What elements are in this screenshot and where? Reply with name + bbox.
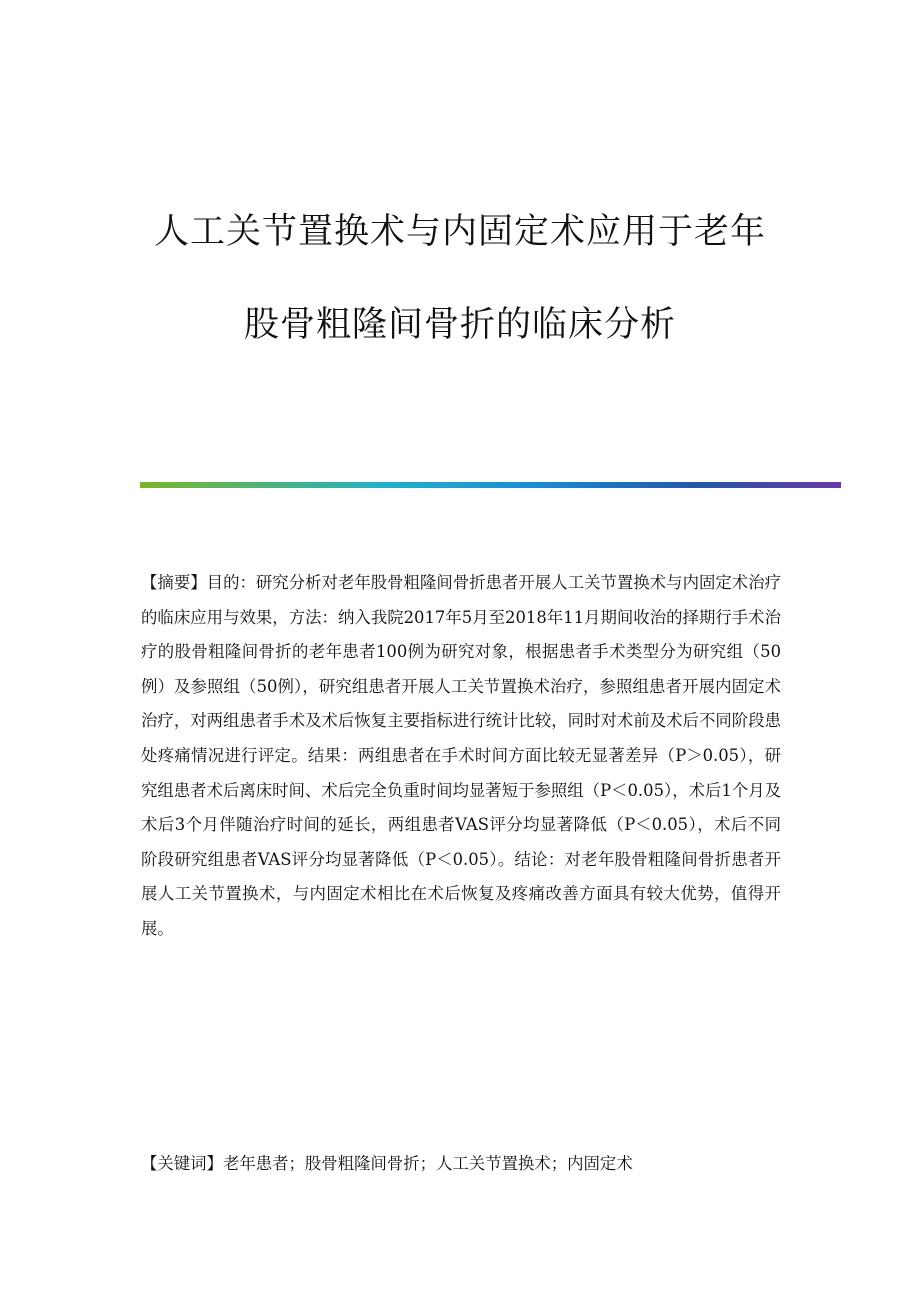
document-title <box>80 210 840 347</box>
gradient-divider <box>140 482 841 488</box>
keywords-label: 【关键词】 <box>141 1154 223 1173</box>
keywords-paragraph <box>141 1147 781 1182</box>
abstract-text: 目的：研究分析对老年股骨粗隆间骨折患者开展人工关节置换术与内固定术治疗的临床应用与效果，方法：纳入我院2017年5月至2018年11月期间收治的择期行手术治疗的股骨粗隆间骨折的老年患者100例为研究对象，根据患者手术类型分为研究组（50例）及参照组（50例），研究组患者开展人工关节置换术治疗，参照组患者开展内固定术治疗，对两组患者手术及术后恢复主要指标进行统计比较，同时对术前及术后不同阶段患处疼痛情况进行评定。结果：两组患者在手术时间方面比较无显著差异（P＞0.05），研究组患者术后离床时间、术后完全负重时间均显著短于参照组（P＜0.05），术后1个月及术后3个月伴随治疗时间的延长，两组患者VAS评分均显著降低（P＜0.05），术后不同阶段研究组患者VAS评分均显著降低（P＜0.05）。结论：对老年股骨粗隆间骨折患者开展人工关节置换术，与内固定术相比在术后恢复及疼痛改善方面具有较大优势，值得开展。 <box>141 573 782 938</box>
abstract-label: 【摘要】 <box>141 573 207 592</box>
title-line-2: 股骨粗隆间骨折的临床分析 <box>243 305 676 345</box>
abstract-paragraph <box>141 566 781 947</box>
keywords-text: 老年患者；股骨粗隆间骨折；人工关节置换术；内固定术 <box>222 1154 633 1173</box>
title-line-1: 人工关节置换术与内固定术应用于老年 <box>153 212 766 252</box>
